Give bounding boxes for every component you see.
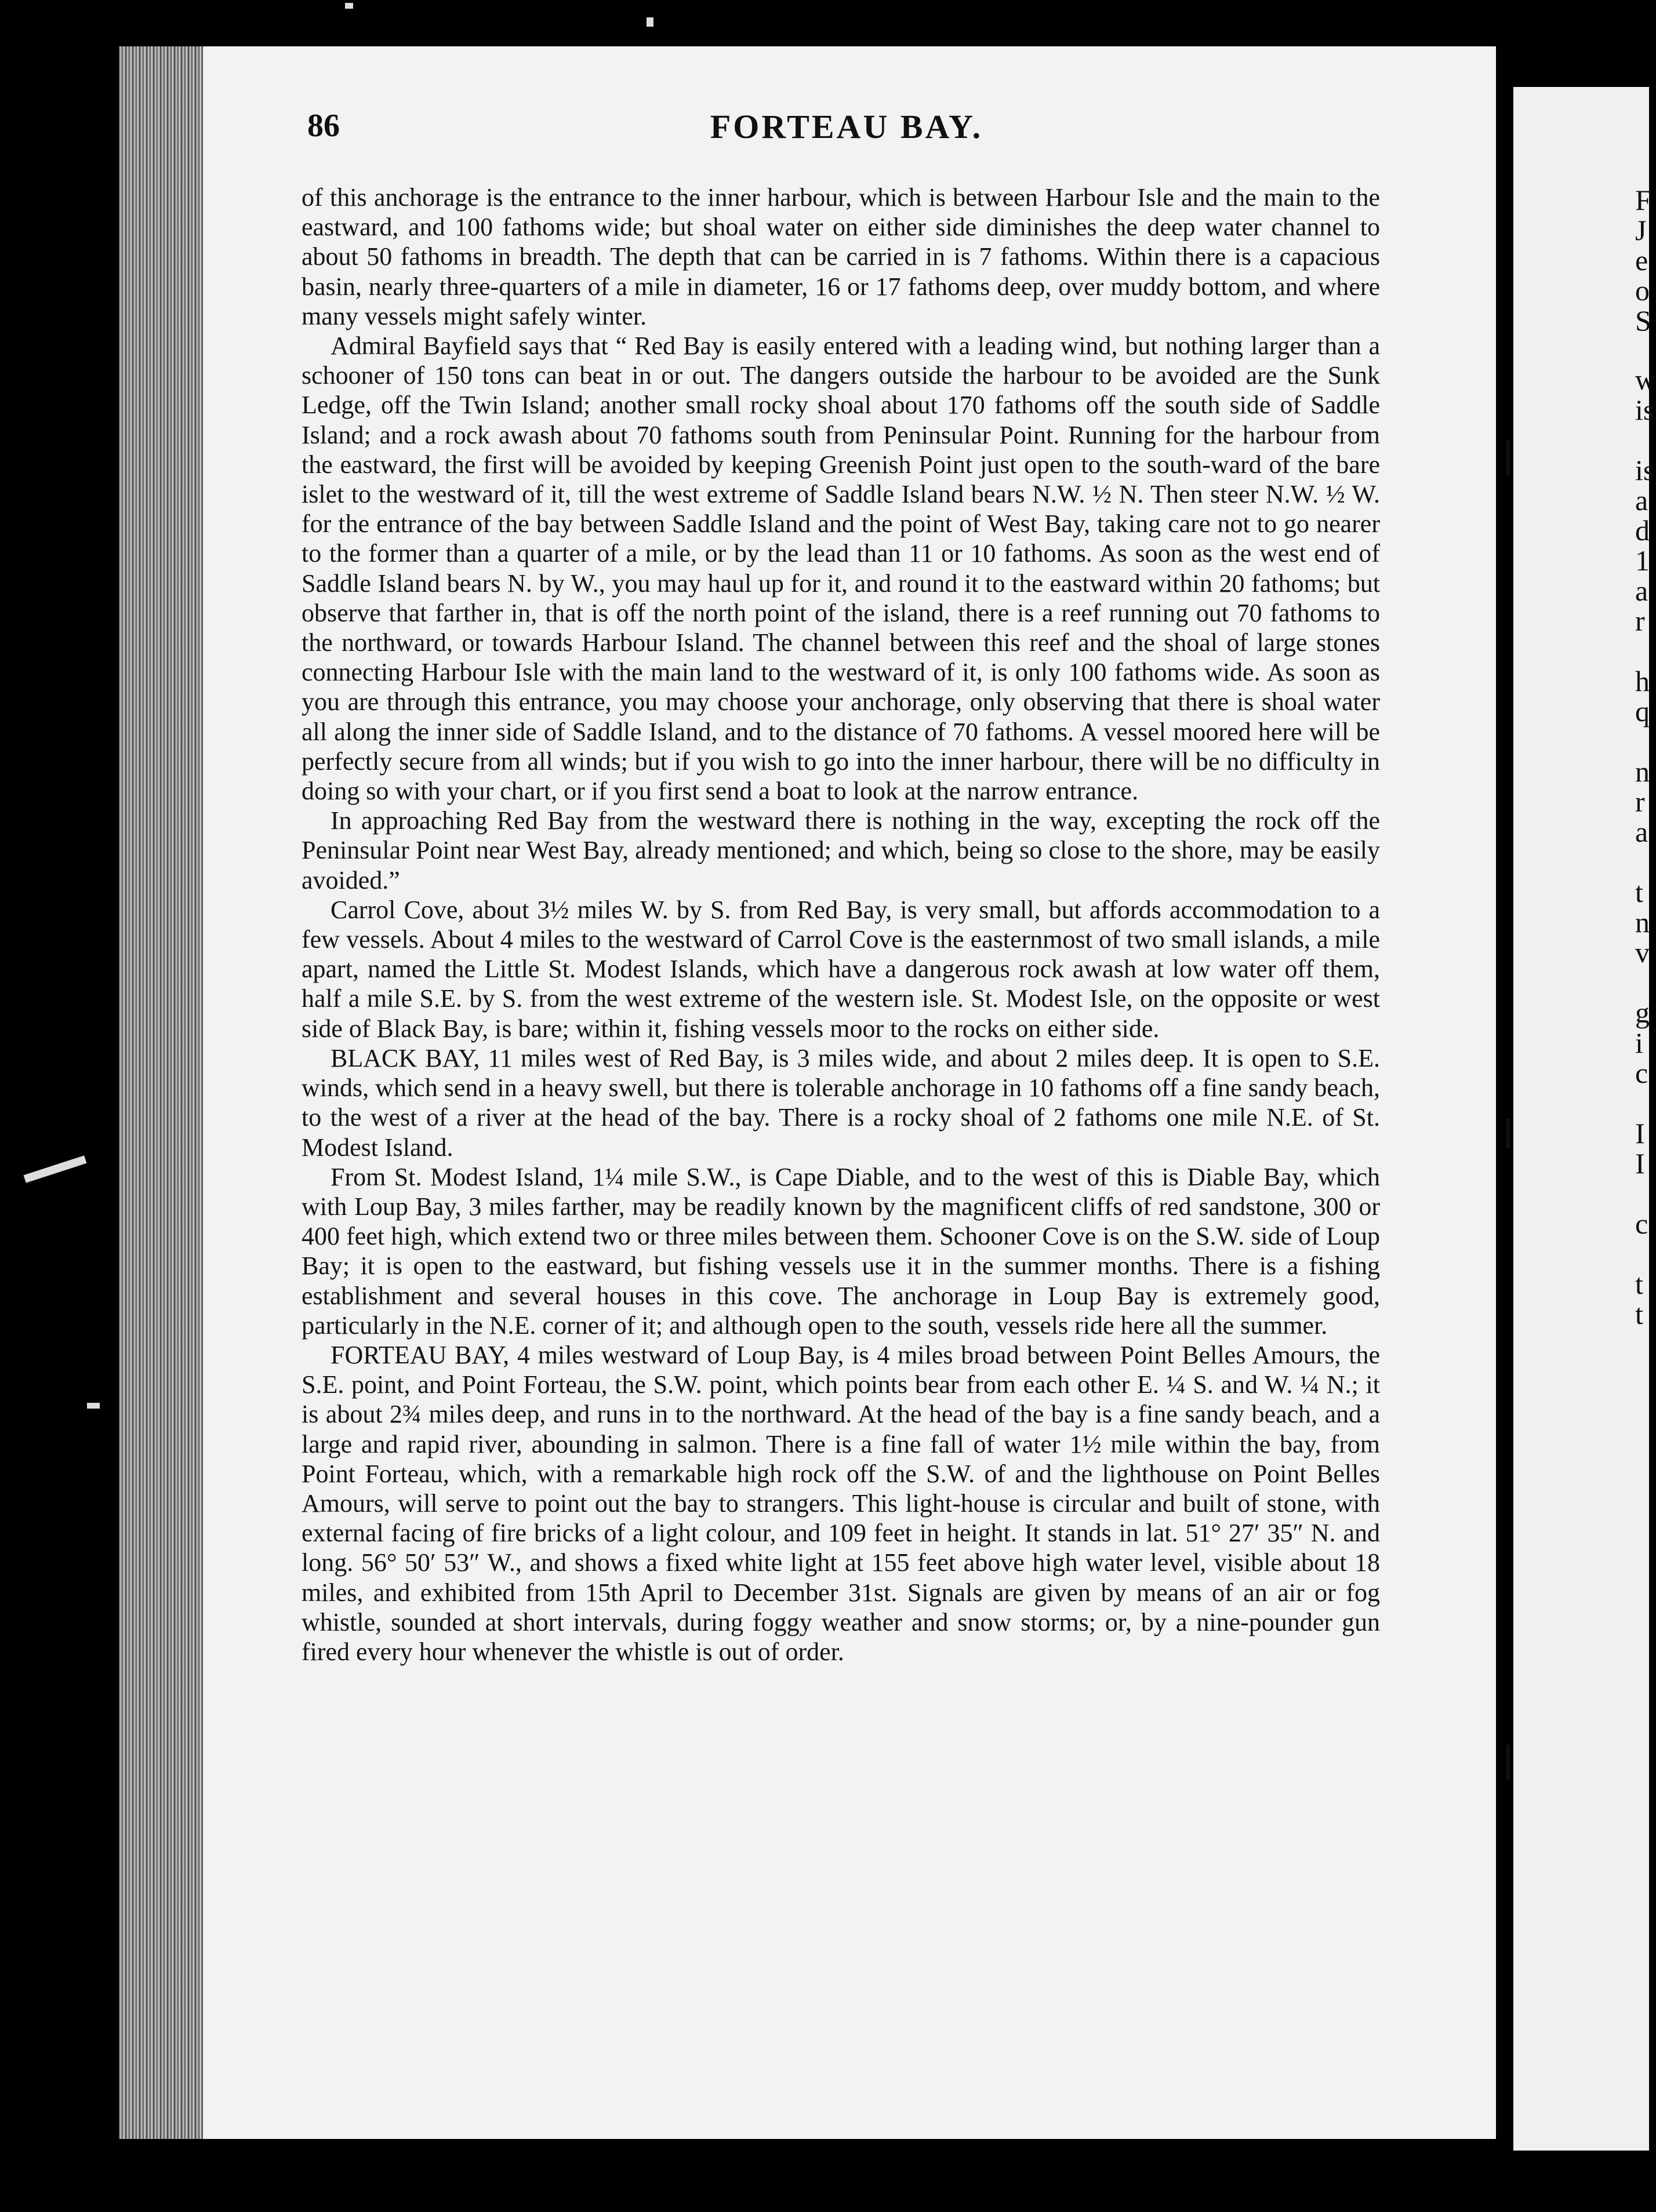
facing-page-fragment: g — [1635, 996, 1650, 1029]
paragraph: In approaching Red Bay from the westward there is nothing in the way, excepting the rock off the Peninsular Point near West Bay, already mentioned; and which, being so close to the shore, may be easily avoided.” — [302, 806, 1380, 894]
page-number: 86 — [307, 108, 340, 144]
paragraph: BLACK BAY, 11 miles west of Red Bay, is 3 miles wide, and about 2 miles deep. It is open to S.E. winds, which send in a heavy swell, but there is tolerable anchorage in 10 fathoms off a fine sandy beach, to the west of a river at the head of the bay. There is a rocky shoal of 2 fathoms one mile N.E. of St. Modest Island. — [302, 1043, 1380, 1162]
facing-page-fragment: q — [1635, 695, 1650, 727]
facing-page-fragment: c — [1635, 1207, 1648, 1240]
paragraph: Admiral Bayfield says that “ Red Bay is easily entered with a leading wind, but nothing larger than a schooner of 150 tons can beat in or out. The dangers outside the harbour to be avoided are the Sunk Ledge, off the Twin Island; another small rocky shoal about 170 fathoms off the south side of Saddle Island; and a rock awash about 70 fathoms south from Peninsular Point. Running for the harbour from the eastward, the first will be avoided by keeping Greenish Point just open to the south-ward of the bare islet to the westward of it, till the west extreme of Saddle Island bears N.W. ½ N. Then steer N.W. ½ W. for the entrance of the bay between Saddle Island and the point of West Bay, taking care not to go nearer to the former than a quarter of a mile, or by the lead than 11 or 10 fathoms. As soon as the west end of Saddle Island bears N. by W., you may haul up for it, and round it to the eastward within 20 fathoms; but observe that farther in, that is off the north point of the island, there is a reef running out 70 fathoms to the northward, or towards Harbour Island. The channel between this reef and the shoal of large stones connecting Harbour Isle with the main land to the westward of it, is only 100 fathoms wide. As soon as you are through this entrance, you may choose your anchorage, only observing that there is shoal water all along the inner side of Saddle Island, and to the distance of 70 fathoms. A vessel moored here will be perfectly secure from all winds; but if you wish to go into the inner harbour, there will be no difficulty in doing so with your chart, or if you first send a boat to look at the narrow entrance. — [302, 332, 1380, 806]
facing-page-fragment: d — [1635, 514, 1650, 547]
running-title: FORTEAU BAY. — [710, 108, 983, 145]
facing-page-fragment: v — [1635, 936, 1650, 969]
facing-page-fragment: F — [1635, 184, 1651, 216]
scan-artifact — [87, 1403, 100, 1409]
binding-mark — [1506, 1745, 1510, 1780]
facing-page-fragment: I — [1635, 1117, 1645, 1149]
facing-page-fragment: a — [1635, 816, 1648, 848]
facing-page-fragment: w — [1635, 363, 1656, 396]
facing-page-fragment: n — [1635, 906, 1650, 938]
facing-page-fragment: is — [1635, 454, 1655, 486]
facing-page-fragment: J — [1635, 214, 1647, 246]
scan-artifact — [345, 3, 353, 9]
scan-artifact — [24, 1155, 87, 1183]
facing-page-fragment: a — [1635, 574, 1648, 607]
facing-page-fragment: I — [1635, 1147, 1645, 1180]
paragraph: FORTEAU BAY, 4 miles westward of Loup Bay, is 4 miles broad between Point Belles Amours, the S.E. point, and Point Forteau, the S.W. point, which points bear from each other E. ¼ S. and W. ¼ N.; it is about 2¾ miles deep, and runs in to the northward. At the head of the bay is a fine sandy beach, and a large and rapid river, abounding in salmon. There is a fine fall of water 1½ mile within the bay, from Point Forteau, which, with a remarkable high rock off the S.W. of and the lighthouse on Point Belles Amours, will serve to point out the bay to strangers. This light-house is circular and built of stone, with external facing of fire bricks of a light colour, and 109 feet in height. It stands in lat. 51° 27′ 35″ N. and long. 56° 50′ 53″ W., and shows a fixed white light at 155 feet above high water level, visible about 18 miles, and exhibited from 15th April to December 31st. Signals are given by means of an air or fog whistle, sounded at short intervals, during foggy weather and snow storms; or, by a nine-pounder gun fired every hour whenever the whistle is out of order. — [302, 1340, 1380, 1666]
facing-page-fragment: i — [1635, 1027, 1643, 1059]
scan-artifact — [647, 17, 653, 27]
page-body-text — [302, 183, 1380, 1667]
binding-mark — [1506, 1119, 1510, 1148]
facing-page-fragment: a — [1635, 484, 1648, 516]
stacked-page-edges — [119, 46, 206, 2139]
facing-page-fragment: 1 — [1635, 544, 1650, 577]
paragraph: From St. Modest Island, 1¼ mile S.W., is Cape Diable, and to the west of this is Diable Bay, which with Loup Bay, 3 miles farther, may be readily known by the magnificent cliffs of red sandstone, 300 or 400 feet high, which extend two or three miles between them. Schooner Cove is on the S.W. side of Loup Bay; it is open to the eastward, but fishing vessels use it in the summer months. There is a fishing establishment and several houses in this cove. The anchorage in Loup Bay is extremely good, particularly in the N.E. corner of it; and although open to the south, vessels ride here all the summer. — [302, 1162, 1380, 1340]
paragraph: Carrol Cove, about 3½ miles W. by S. from Red Bay, is very small, but affords accommodation to a few vessels. About 4 miles to the westward of Carrol Cove is the easternmost of two small islands, a mile apart, named the Little St. Modest Islands, which have a dangerous rock awash at low water off them, half a mile S.E. by S. from the west extreme of the western isle. St. Modest Isle, on the opposite or west side of Black Bay, is bare; within it, fishing vessels moor to the rocks on either side. — [302, 895, 1380, 1043]
facing-page-edge — [1513, 87, 1656, 2151]
facing-page-fragment: t — [1635, 1298, 1643, 1330]
facing-page-fragment: r — [1635, 785, 1645, 818]
facing-page-fragment: t — [1635, 1268, 1643, 1300]
facing-page-fragment: n — [1635, 755, 1650, 788]
facing-page-fragment: c — [1635, 1057, 1648, 1089]
binding-mark — [1506, 441, 1510, 475]
facing-page-fragment: S — [1635, 304, 1651, 337]
page-header — [307, 107, 1386, 154]
facing-page-fragment: o — [1635, 274, 1650, 307]
facing-page-fragment: e — [1635, 244, 1648, 276]
facing-page-fragment: is — [1635, 394, 1655, 426]
facing-page-fragment: t — [1635, 876, 1643, 908]
facing-page-fragment: h — [1635, 665, 1650, 697]
facing-page-fragment: r — [1635, 605, 1645, 637]
paragraph: of this anchorage is the entrance to the inner harbour, which is between Harbour Isle and the main to the eastward, and 100 fathoms wide; but shoal water on either side diminishes the deep water channel to about 50 fathoms in breadth. The depth that can be carried in is 7 fathoms. Within there is a capacious basin, nearly three-quarters of a mile in diameter, 16 or 17 fathoms deep, over muddy bottom, and where many vessels might safely winter. — [302, 183, 1380, 330]
